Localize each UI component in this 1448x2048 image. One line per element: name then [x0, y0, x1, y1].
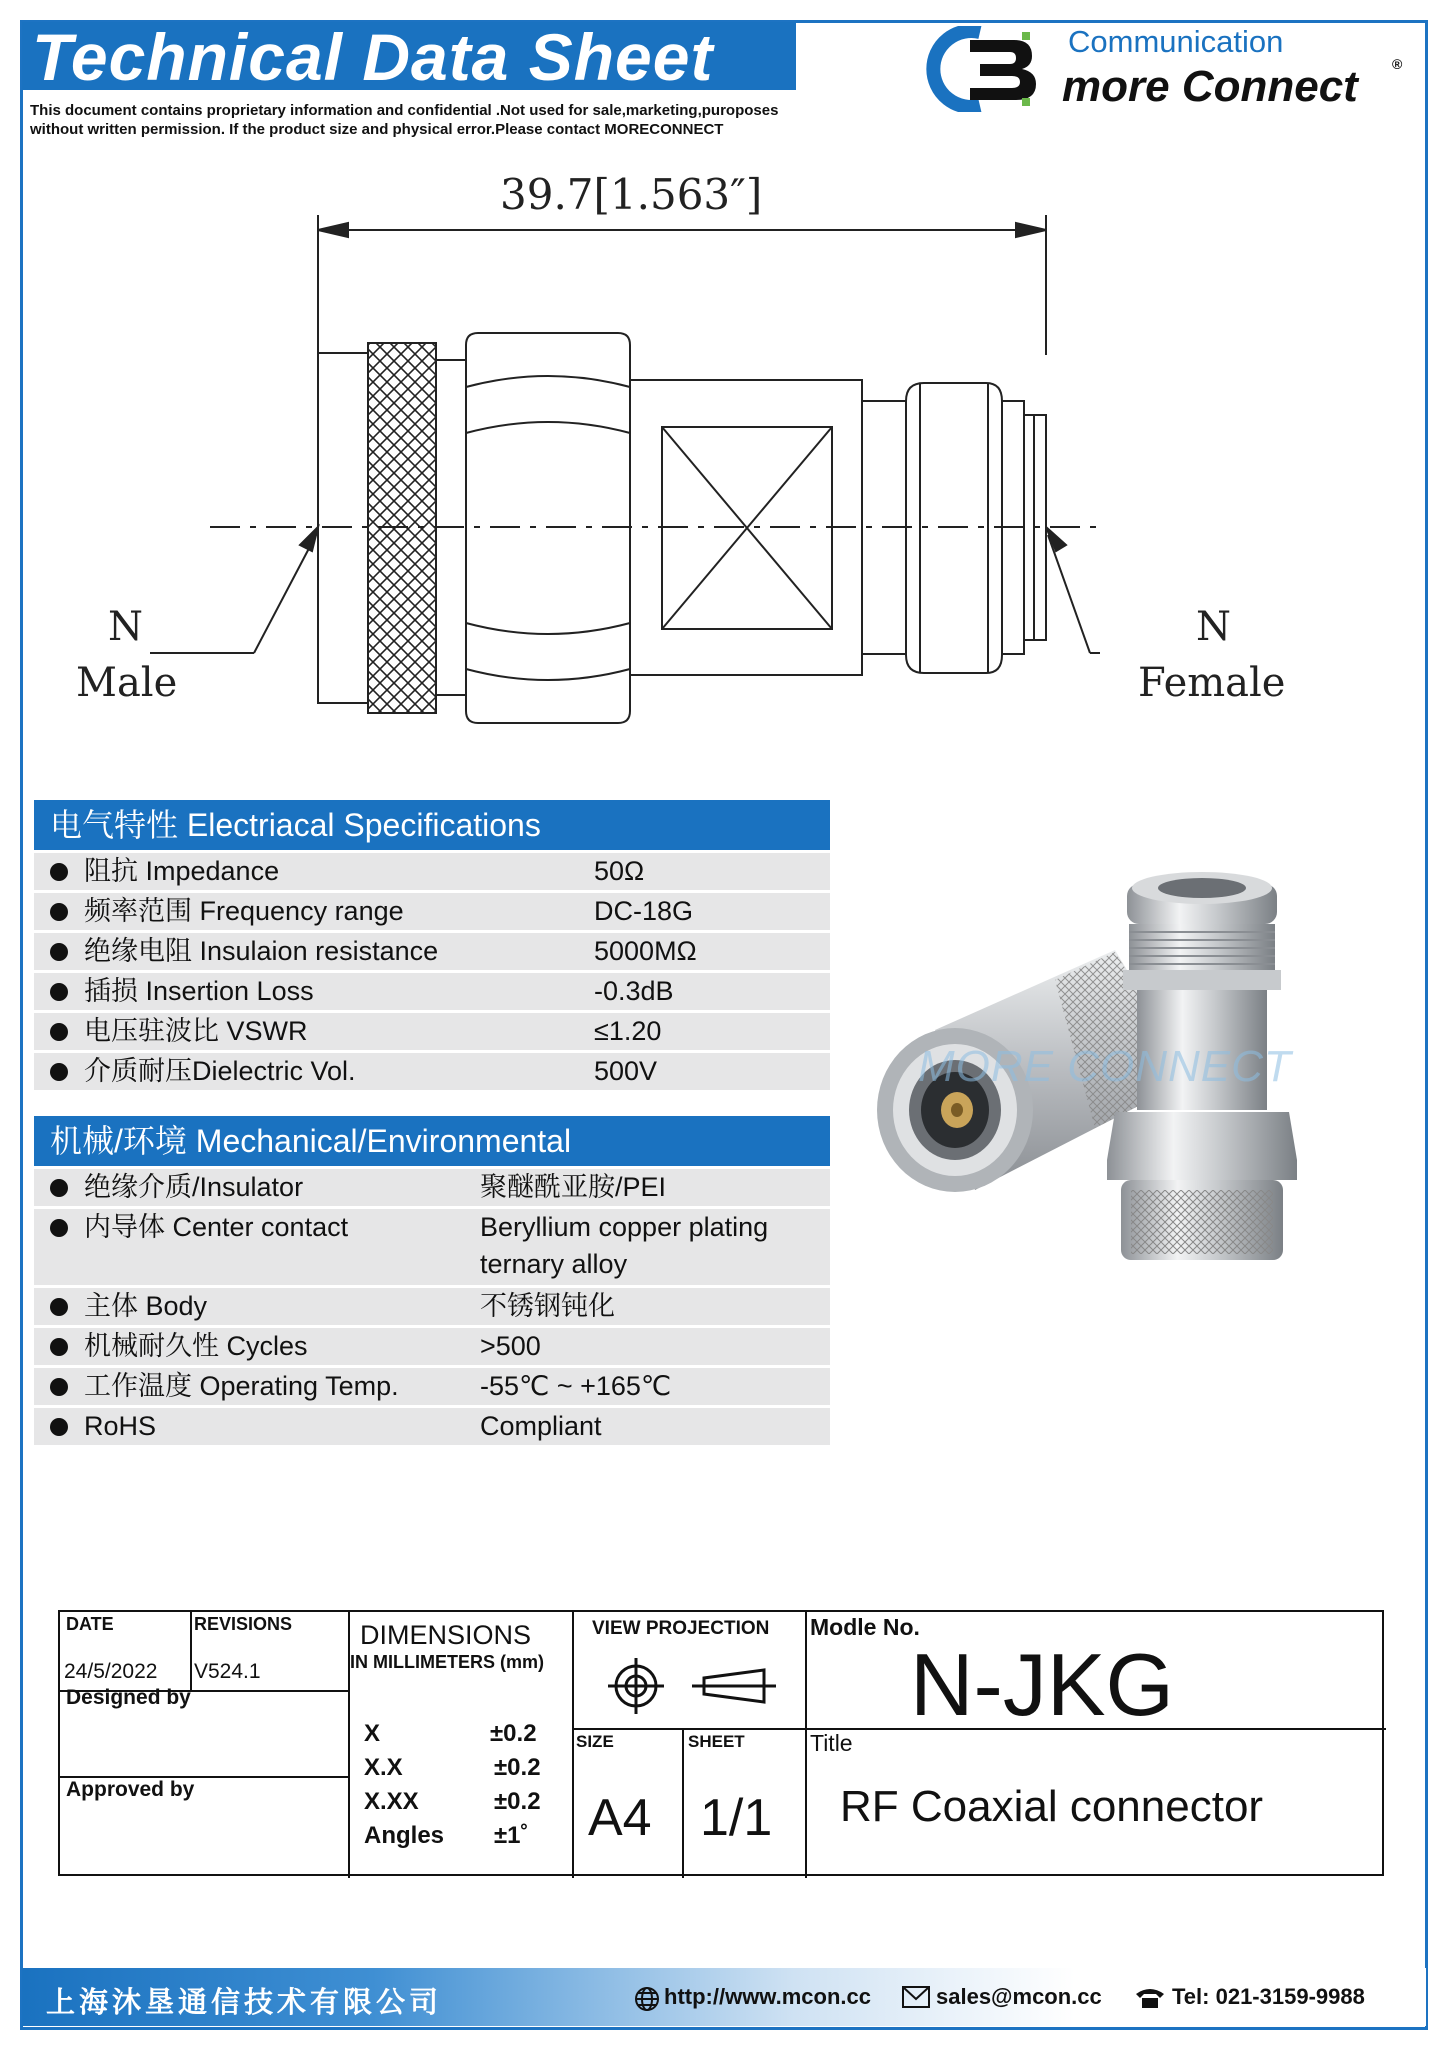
spec-value: -55℃ ~ +165℃	[480, 1371, 672, 1401]
brand-subtitle: Communication	[1068, 24, 1284, 59]
bullet-icon	[50, 903, 68, 921]
size-value: A4	[588, 1789, 652, 1847]
spec-row	[34, 1288, 830, 1325]
bullet-icon	[50, 943, 68, 961]
projection-symbol-icon	[594, 1656, 794, 1716]
mechanical-spec-table	[34, 1116, 830, 1445]
units-label: IN MILLIMETERS (mm)	[350, 1652, 544, 1672]
title-block	[58, 1610, 1384, 1876]
spec-row	[34, 1328, 830, 1365]
spec-value: Beryllium copper plating	[480, 1212, 769, 1242]
tolerance-value: ±1˚	[494, 1822, 529, 1849]
globe-icon	[634, 1986, 660, 2012]
date-label: DATE	[66, 1614, 114, 1634]
electrical-spec-table	[34, 800, 830, 1090]
title-banner	[22, 20, 796, 94]
spec-row	[34, 1013, 830, 1050]
disclaimer-line-2: without written permission. If the product size and physical error.Please contact MORECONNECT	[30, 121, 724, 138]
model-label: Modle No.	[810, 1614, 920, 1640]
bullet-icon	[50, 1298, 68, 1316]
mail-icon	[902, 1986, 930, 2008]
spec-name: 绝缘介质/Insulator	[84, 1172, 304, 1202]
company-name: 上海沐垦通信技术有限公司	[46, 1987, 443, 2019]
grid-line	[805, 1612, 807, 1878]
approved-by-label: Approved by	[66, 1778, 195, 1801]
spec-row	[34, 1408, 830, 1445]
spec-name: 阻抗 Impedance	[84, 856, 280, 886]
spec-row	[34, 1209, 830, 1285]
spec-name: 内导体 Center contact	[84, 1212, 349, 1242]
mechanical-spec-heading: 机械/环境 Mechanical/Environmental	[34, 1116, 830, 1166]
website-link[interactable]: http://www.mcon.cc	[664, 1984, 871, 2009]
bullet-icon	[50, 1063, 68, 1081]
grid-line	[682, 1728, 684, 1878]
tolerance-format: X.X	[364, 1754, 403, 1781]
bullet-icon	[50, 1023, 68, 1041]
phone-number: Tel: 021-3159-9988	[1172, 1984, 1365, 2009]
title-label: Title	[810, 1730, 853, 1756]
grid-line	[572, 1728, 805, 1730]
spec-name: 电压驻波比 VSWR	[84, 1016, 308, 1046]
spec-row	[34, 853, 830, 890]
disclaimer-line-1: This document contains proprietary information and confidential .Not used for sale,marketing,puroposes	[30, 102, 779, 119]
revisions-value: V524.1	[194, 1660, 261, 1683]
spec-row	[34, 893, 830, 930]
spec-value: DC-18G	[594, 896, 694, 926]
phone-icon	[1134, 1986, 1166, 2010]
grid-line	[572, 1612, 574, 1878]
size-label: SIZE	[576, 1732, 614, 1751]
spec-value-continued: ternary alloy	[480, 1249, 628, 1279]
view-projection-label: VIEW PROJECTION	[592, 1618, 770, 1639]
spec-name: 主体 Body	[84, 1291, 208, 1321]
spec-value: ≤1.20	[594, 1016, 662, 1046]
mc-logo-icon	[918, 26, 1048, 112]
spec-value: 50Ω	[594, 856, 645, 886]
connector-drawing	[0, 165, 1100, 735]
tolerance-value: ±0.2	[494, 1788, 541, 1815]
bullet-icon	[50, 1338, 68, 1356]
bullet-icon	[50, 983, 68, 1001]
spec-name: RoHS	[84, 1411, 157, 1441]
registered-mark: ®	[1392, 56, 1403, 72]
spec-name: 绝缘电阻 Insulaion resistance	[84, 936, 439, 966]
spec-value: 5000MΩ	[594, 936, 697, 966]
sheet-label: SHEET	[688, 1732, 745, 1751]
right-end-gender: Female	[1138, 660, 1286, 706]
bullet-icon	[50, 1219, 68, 1237]
date-value: 24/5/2022	[64, 1660, 158, 1683]
bullet-icon	[50, 1179, 68, 1197]
spec-name: 机械耐久性 Cycles	[84, 1331, 308, 1361]
photo-watermark: MORE CONNECT	[918, 1042, 1292, 1091]
spec-row	[34, 973, 830, 1010]
product-title: RF Coaxial connector	[840, 1782, 1264, 1831]
footer-bar	[22, 1968, 1426, 2026]
revisions-label: REVISIONS	[194, 1614, 293, 1634]
spec-value: 500V	[594, 1056, 658, 1086]
spec-value: 聚醚酰亚胺/PEI	[480, 1172, 667, 1202]
brand-name: more Connect	[1062, 62, 1358, 111]
designed-by-label: Designed by	[66, 1686, 191, 1709]
spec-row	[34, 933, 830, 970]
spec-value: 不锈钢钝化	[480, 1291, 615, 1321]
left-end-type: N	[108, 604, 143, 650]
overall-length-dimension: 39.7[1.563″]	[500, 170, 763, 219]
right-end-type: N	[1196, 604, 1231, 650]
email-link[interactable]: sales@mcon.cc	[936, 1984, 1102, 2009]
spec-value: Compliant	[480, 1411, 602, 1441]
spec-row	[34, 1169, 830, 1206]
bullet-icon	[50, 1418, 68, 1436]
tolerance-format: X	[364, 1720, 381, 1747]
bullet-icon	[50, 1378, 68, 1396]
page-title: Technical Data Sheet	[32, 20, 714, 94]
left-end-gender: Male	[76, 660, 178, 706]
spec-name: 工作温度 Operating Temp.	[84, 1371, 399, 1401]
dimensions-label: DIMENSIONS	[360, 1620, 532, 1650]
spec-name: 插损 Insertion Loss	[84, 976, 314, 1006]
spec-value: -0.3dB	[594, 976, 674, 1006]
spec-name: 介质耐压Dielectric Vol.	[84, 1056, 356, 1086]
tolerance-format: X.XX	[364, 1788, 419, 1815]
spec-value: >500	[480, 1331, 541, 1361]
bullet-icon	[50, 863, 68, 881]
tolerance-value: ±0.2	[490, 1720, 537, 1747]
spec-row	[34, 1053, 830, 1090]
tolerance-format: Angles	[364, 1822, 445, 1849]
electrical-spec-heading: 电气特性 Electriacal Specifications	[34, 800, 830, 850]
model-number: N-JKG	[910, 1635, 1174, 1734]
tolerance-value: ±0.2	[494, 1754, 541, 1781]
sheet-value: 1/1	[700, 1789, 773, 1847]
spec-name: 频率范围 Frequency range	[84, 896, 404, 926]
spec-row	[34, 1368, 830, 1405]
grid-line	[190, 1612, 192, 1690]
